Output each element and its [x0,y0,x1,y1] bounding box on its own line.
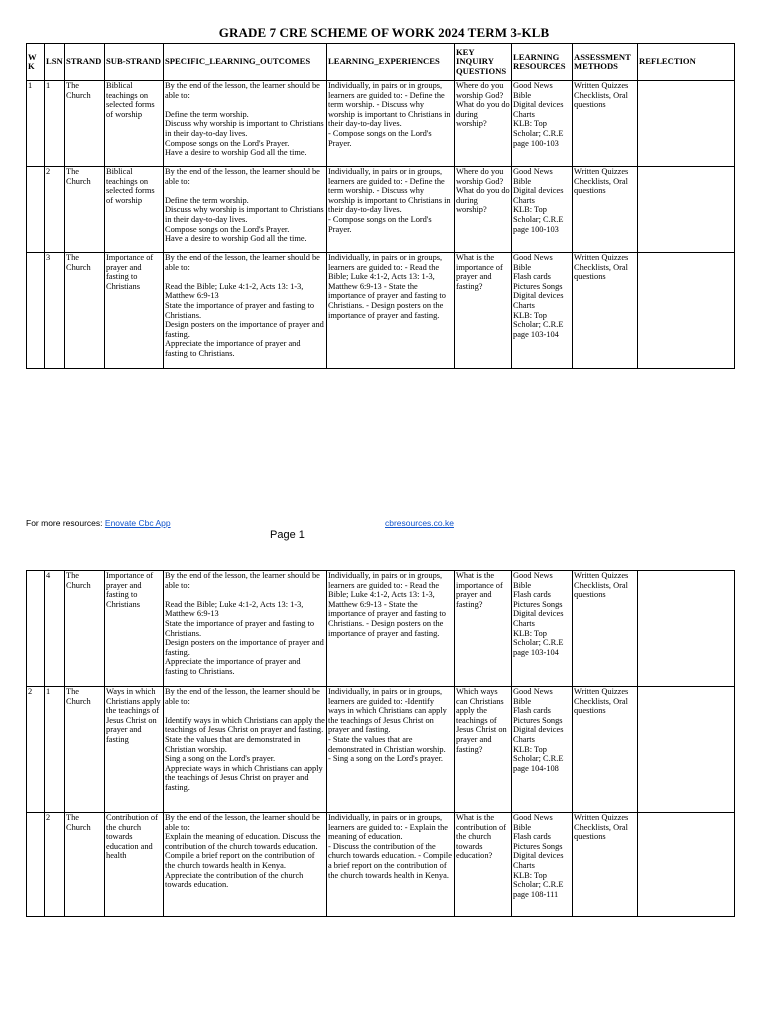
cell-line: Pictures Songs [513,841,563,851]
inquiry-cell: Where do you worship God? What do you do during worship? [455,167,512,253]
cell-line: Digital devices [513,186,564,196]
cell-line [165,706,325,716]
strand-cell: The Church [65,571,105,687]
inquiry-cell: Where do you worship God? What do you do during worship? [455,81,512,167]
lsn-cell: 2 [45,167,65,253]
resources-cell [512,81,573,167]
wk-cell [27,253,45,369]
strand-cell: The Church [65,687,105,813]
inquiry-cell: Which ways can Christians apply the teachings of Jesus Christ on prayer and fasting? [455,687,512,813]
reflection-cell [638,687,735,813]
cell-line: Good News Bible [513,167,553,186]
cell-line: Flash cards [513,706,551,716]
cbresources-link[interactable]: cbresources.co.ke [385,518,454,528]
lsn-cell: 1 [45,687,65,813]
wk-cell: 2 [27,687,45,813]
cell-line: KLB: Top Scholar; C.R.E page 103-104 [513,310,564,339]
table-row [27,81,735,167]
cell-line: Flash cards [513,272,551,282]
cell-line: Compose songs on the Lord's Prayer. [165,224,290,234]
assessment-cell: Written Quizzes Checklists, Oral questions [573,571,638,687]
table-row [27,253,735,369]
cell-line: Individually, in pairs or in groups, learners are guided to: - Explain the meaning of education. [328,813,448,842]
cell-line: Individually, in pairs or in groups, learners are guided to: - Read the Bible; Luke 4:1-2, Acts 13: 1-3, Matthew 6:9-13 - State the importance of prayer and fasting to Christians. - Design posters on the importance of prayer and fasting. [328,253,446,320]
scheme-table-page-1 [26,43,735,369]
cell-line: Good News Bible [513,253,553,272]
cell-line: Good News Bible [513,687,553,706]
wk-cell [27,571,45,687]
cell-line: - Compose songs on the Lord's Prayer. [328,214,432,234]
cell-line: Individually, in pairs or in groups, learners are guided to: - Read the Bible; Luke 4:1-2, Acts 13: 1-3, Matthew 6:9-13 - State the importance of prayer and fasting to Christians. - Design posters on the importance of prayer and fasting. [328,571,446,638]
cell-line: Charts [513,109,535,119]
cell-line: By the end of the lesson, the learner should be able to: [165,571,320,590]
cell-line: KLB: Top Scholar; C.R.E page 103-104 [513,628,564,657]
assessment-cell: Written Quizzes Checklists, Oral questions [573,813,638,917]
outcomes-cell [164,687,327,813]
table-row [27,167,735,253]
outcomes-cell [164,167,327,253]
outcomes-cell [164,571,327,687]
header-wk: WK [27,44,45,81]
sub-strand-cell: Biblical teachings on selected forms of worship [105,81,164,167]
experiences-cell [327,687,455,813]
resources-cell [512,167,573,253]
sub-strand-cell: Contribution of the church towards education and health [105,813,164,917]
strand-cell: The Church [65,813,105,917]
cell-line: Pictures Songs [513,599,563,609]
cell-line: KLB: Top Scholar; C.R.E page 104-108 [513,744,564,773]
table-row [27,687,735,813]
header-experiences: LEARNING_EXPERIENCES [327,44,455,81]
assessment-cell: Written Quizzes Checklists, Oral questions [573,167,638,253]
experiences-cell [327,167,455,253]
sub-strand-cell: Ways in which Christians apply the teachings of Jesus Christ on prayer and fasting [105,687,164,813]
cell-line: Individually, in pairs or in groups, learners are guided to: - Define the term worship. - Discuss why worship is important to Christians in their day-to-day lives. [328,81,451,129]
wk-cell [27,167,45,253]
cell-line: Appreciate ways in which Christians can apply the teachings of Jesus Christ on prayer and fasting. [165,763,323,792]
resources-cell [512,687,573,813]
assessment-cell: Written Quizzes Checklists, Oral questions [573,81,638,167]
lsn-cell: 3 [45,253,65,369]
cell-line: Design posters on the importance of prayer and fasting. [165,638,324,657]
cell-line: - Compose songs on the Lord's Prayer. [328,128,432,148]
lsn-cell: 4 [45,571,65,687]
cell-line: Pictures Songs [513,715,563,725]
cell-line: Digital devices [513,851,564,861]
cell-line [165,590,325,600]
sub-strand-cell: Importance of prayer and fasting to Christians [105,571,164,687]
inquiry-cell: What is the importance of prayer and fasting? [455,253,512,369]
cell-line: Appreciate the importance of prayer and fasting to Christians. [165,657,301,676]
reflection-cell [638,253,735,369]
cell-line: Digital devices [513,100,564,110]
enovate-app-link[interactable]: Enovate Cbc App [104,518,171,528]
experiences-cell [327,253,455,369]
cell-line: KLB: Top Scholar; C.R.E page 100-103 [513,119,564,148]
outcomes-cell [164,813,327,917]
cell-line: State the importance of prayer and fasting to Christians. [165,300,315,320]
outcomes-cell [164,253,327,369]
cell-line: By the end of the lesson, the learner should be able to: [165,813,320,832]
cell-line: By the end of the lesson, the learner should be able to: [165,167,320,186]
reflection-cell [638,81,735,167]
cell-line: By the end of the lesson, the learner should be able to: [165,687,320,706]
sub-strand-cell: Biblical teachings on selected forms of worship [105,167,164,253]
cell-line: Discuss why worship is important to Christians in their day-to-day lives. [165,119,324,138]
cell-line: Have a desire to worship God all the time. [165,234,307,244]
header-resources: LEARNING RESOURCES [512,44,573,81]
wk-cell [27,813,45,917]
header-sub-strand: SUB-STRAND [105,44,164,81]
cell-line: Read the Bible; Luke 4:1-2, Acts 13: 1-3, Matthew 6:9-13 [165,599,304,619]
document-title: GRADE 7 CRE SCHEME OF WORK 2024 TERM 3-KLB [218,25,550,40]
outcomes-cell [164,81,327,167]
cell-line: Compile a brief report on the contribution of the church towards health in Kenya. [165,851,315,870]
reflection-cell [638,571,735,687]
strand-cell: The Church [65,253,105,369]
header-lsn: LSN [45,44,65,81]
cell-line: Discuss why worship is important to Christians in their day-to-day lives. [165,205,324,224]
assessment-cell: Written Quizzes Checklists, Oral questions [573,687,638,813]
assessment-cell: Written Quizzes Checklists, Oral questions [573,253,638,369]
cell-line: - Discuss the contribution of the church towards education. - Compile a brief report on the contribution of the church towards health in Kenya. [328,841,452,880]
cell-line: Charts [513,734,535,744]
cell-line: State the values that are demonstrated in Christian worship. [165,734,301,754]
experiences-cell [327,81,455,167]
cell-line: Good News Bible [513,81,553,100]
cell-line: Design posters on the importance of prayer and fasting. [165,320,324,339]
cell-line: Charts [513,860,535,870]
cell-line: Sing a song on the Lord's prayer. [165,754,276,764]
strand-cell: The Church [65,167,105,253]
cell-line [165,186,325,196]
experiences-cell [327,813,455,917]
header-inquiry: KEY INQUIRY QUESTIONS [455,44,512,81]
resources-cell [512,813,573,917]
cell-line: Charts [513,618,535,628]
cell-line: Read the Bible; Luke 4:1-2, Acts 13: 1-3, Matthew 6:9-13 [165,281,304,301]
footer-label: For more resources: [26,518,103,528]
cell-line: KLB: Top Scholar; C.R.E page 108-111 [513,870,564,899]
cell-line: By the end of the lesson, the learner should be able to: [165,253,320,272]
cell-line: Flash cards [513,590,551,600]
lsn-cell: 1 [45,81,65,167]
cell-line: KLB: Top Scholar; C.R.E page 100-103 [513,205,564,234]
cell-line: Appreciate the importance of prayer and fasting to Christians. [165,339,301,358]
page-number: Page 1 [270,529,305,541]
inquiry-cell: What is the contribution of the church towards education? [455,813,512,917]
cell-line: Appreciate the contribution of the church towards education. [165,870,304,890]
cell-line: Good News Bible [513,571,553,590]
resources-cell [512,571,573,687]
cell-line: Flash cards [513,832,551,842]
resources-cell [512,253,573,369]
cell-line: Digital devices [513,291,564,301]
cell-line: Define the term worship. [165,109,249,119]
table-row [27,813,735,917]
header-strand: STRAND [65,44,105,81]
cell-line: Explain the meaning of education. Discuss the contribution of the church towards education. [165,832,321,851]
cell-line: Digital devices [513,609,564,619]
cell-line: Charts [513,195,535,205]
cell-line: Define the term worship. [165,195,249,205]
sub-strand-cell: Importance of prayer and fasting to Christians [105,253,164,369]
experiences-cell [327,571,455,687]
cell-line: Digital devices [513,725,564,735]
cell-line: Individually, in pairs or in groups, learners are guided to: -Identify ways in which Christians can apply the teachings of Jesus Christ on prayer and fasting. [328,687,447,735]
cell-line: Charts [513,300,535,310]
cell-line: Pictures Songs [513,281,563,291]
cell-line [165,272,325,282]
wk-cell: 1 [27,81,45,167]
header-outcomes: SPECIFIC_LEARNING_OUTCOMES [164,44,327,81]
reflection-cell [638,813,735,917]
cell-line: Compose songs on the Lord's Prayer. [165,138,290,148]
reflection-cell [638,167,735,253]
header-assessment: ASSESSMENT METHODS [573,44,638,81]
table-row [27,571,735,687]
cell-line: - Sing a song on the Lord's prayer. [328,754,444,764]
header-row [27,44,735,81]
scheme-table-page-2 [26,570,735,917]
cell-line: - State the values that are demonstrated in Christian worship. [328,734,446,754]
cell-line: Identify ways in which Christians can apply the teachings of Jesus Christ on prayer and fasting. [165,715,325,735]
cell-line: Have a desire to worship God all the time. [165,148,307,158]
footer-resources [26,518,171,528]
strand-cell: The Church [65,81,105,167]
cell-line [165,100,325,110]
lsn-cell: 2 [45,813,65,917]
cell-line: Individually, in pairs or in groups, learners are guided to: - Define the term worship. - Discuss why worship is important to Christians in their day-to-day lives. [328,167,451,215]
cell-line: State the importance of prayer and fasting to Christians. [165,618,315,638]
header-reflection: REFLECTION [638,44,735,81]
cell-line: By the end of the lesson, the learner should be able to: [165,81,320,100]
cell-line: Good News Bible [513,813,553,832]
inquiry-cell: What is the importance of prayer and fasting? [455,571,512,687]
